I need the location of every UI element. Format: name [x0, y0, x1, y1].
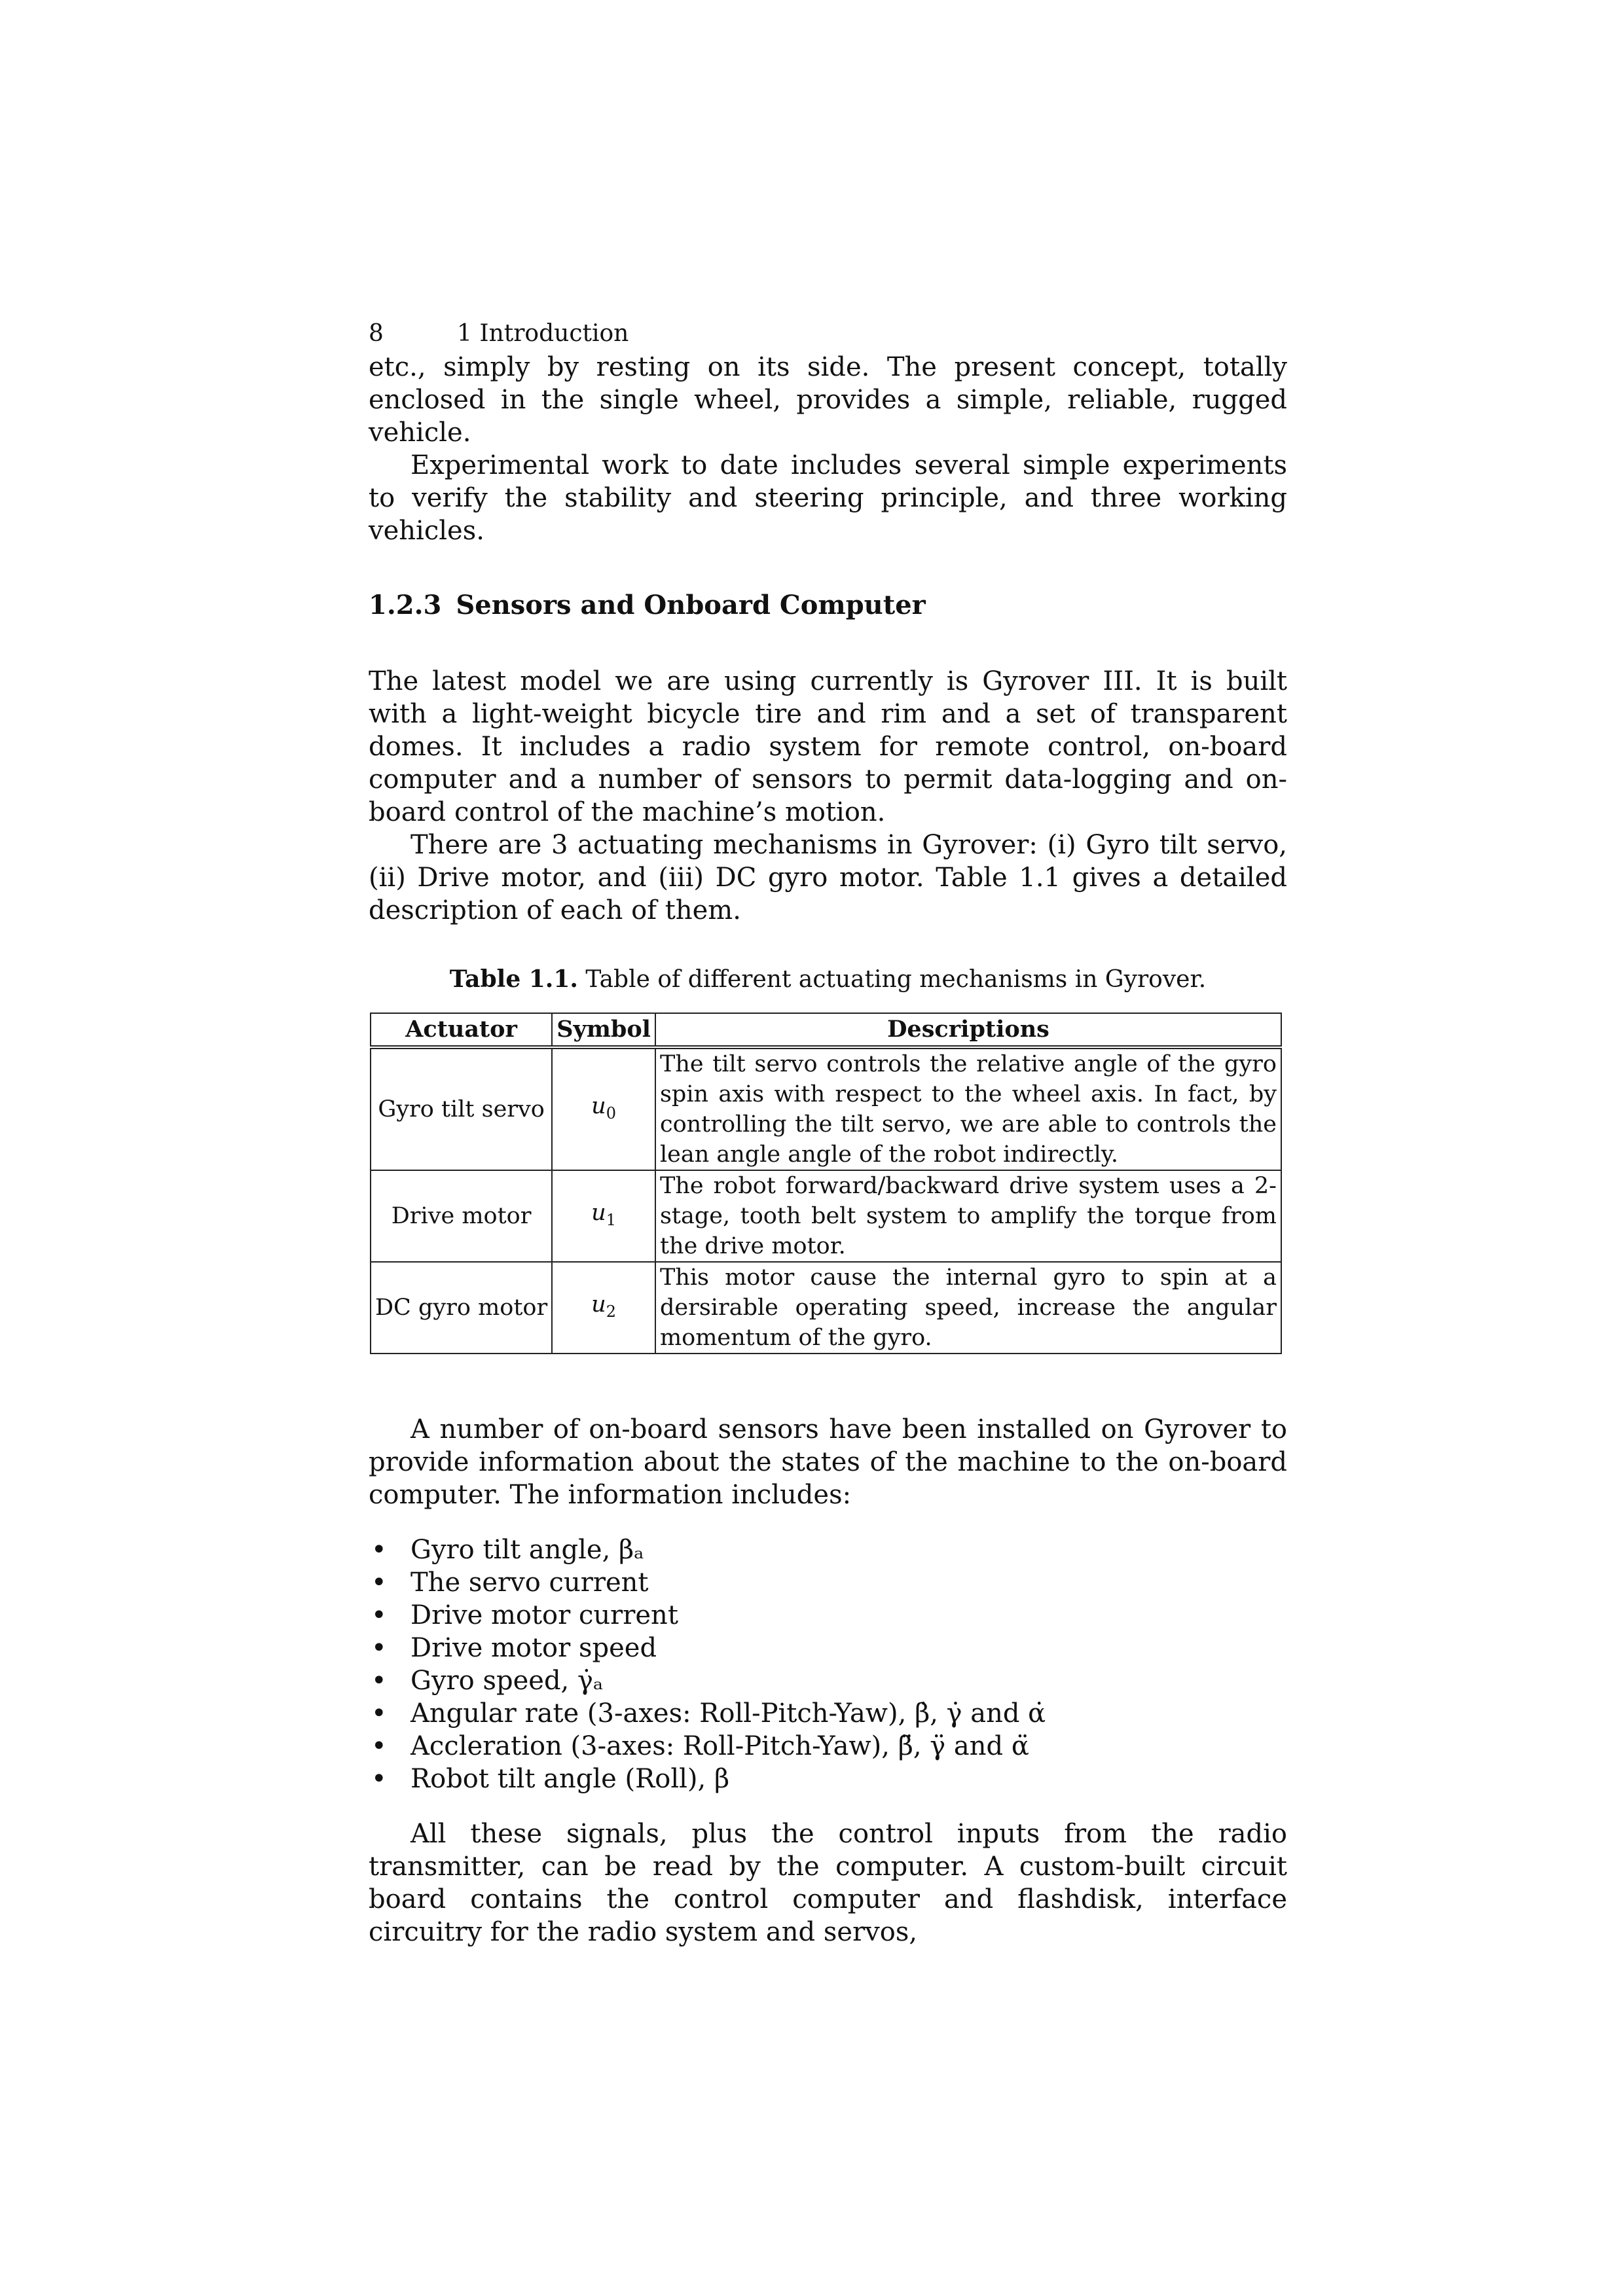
- section-title: Sensors and Onboard Computer: [456, 590, 926, 620]
- chapter-title: 1 Introduction: [457, 320, 629, 347]
- bullet-icon: •: [371, 1698, 387, 1729]
- list-item: [369, 1534, 1287, 1566]
- bullet-icon: •: [371, 1535, 387, 1565]
- bullet-icon: •: [371, 1568, 387, 1598]
- paragraph-2: Experimental work to date includes several simple experiments to verify the stability and steering principle, and three working vehicles.: [369, 450, 1287, 546]
- list-item: [369, 1763, 1287, 1795]
- table-row: [371, 1262, 1281, 1354]
- table-header-row: [371, 1013, 1281, 1047]
- section-heading: [369, 589, 1287, 622]
- symbol-subscript: 0: [606, 1103, 616, 1122]
- running-header: [369, 319, 1287, 351]
- list-item-text: Robot tilt angle (Roll), β: [410, 1764, 730, 1794]
- list-item: [369, 1632, 1287, 1664]
- table-caption-label: Table 1.1.: [449, 965, 578, 993]
- paragraph-4: There are 3 actuating mechanisms in Gyrover: (i) Gyro tilt servo, (ii) Drive motor, and (iii) DC gyro motor. Table 1.1 gives a detailed description of each of them.: [369, 830, 1287, 925]
- bullet-icon: •: [371, 1666, 387, 1696]
- symbol-letter: u: [591, 1092, 606, 1119]
- cell-description: The robot forward/backward drive system uses a 2-stage, tooth belt system to amplify the torque from the drive motor.: [655, 1170, 1281, 1262]
- cell-description: This motor cause the internal gyro to spin at a dersirable operating speed, increase the angular momentum of the gyro.: [655, 1262, 1281, 1354]
- cell-symbol: [552, 1262, 655, 1354]
- sensor-list: [369, 1534, 1287, 1795]
- bullet-icon: •: [371, 1764, 387, 1794]
- cell-description: The tilt servo controls the relative angle of the gyro spin axis with respect to the wheel axis. In fact, by controlling the tilt servo, we are able to controls the lean angle angle of the robot indirectly.: [655, 1047, 1281, 1170]
- cell-symbol: [552, 1170, 655, 1262]
- section-number: 1.2.3: [369, 590, 442, 620]
- list-item-text: Gyro speed, γ̇ₐ: [410, 1666, 604, 1696]
- list-item: [369, 1566, 1287, 1599]
- page-number: 8: [369, 320, 384, 347]
- table-row: [371, 1047, 1281, 1170]
- list-item-text: Drive motor current: [410, 1600, 678, 1630]
- cell-actuator: Drive motor: [371, 1170, 552, 1262]
- cell-actuator: DC gyro motor: [371, 1262, 552, 1354]
- cell-actuator: Gyro tilt servo: [371, 1047, 552, 1170]
- header-symbol: Symbol: [552, 1013, 655, 1047]
- list-item: [369, 1730, 1287, 1763]
- list-item: [369, 1599, 1287, 1632]
- header-descriptions: Descriptions: [655, 1013, 1281, 1047]
- bullet-icon: •: [371, 1600, 387, 1630]
- cell-symbol: [552, 1047, 655, 1170]
- symbol-subscript: 1: [606, 1210, 616, 1229]
- list-item-text: Angular rate (3-axes: Roll-Pitch-Yaw), β̇, γ̇ and α̇: [410, 1698, 1046, 1729]
- table-caption-text: Table of different actuating mechanisms in Gyrover.: [585, 966, 1207, 993]
- list-item-text: Accleration (3-axes: Roll-Pitch-Yaw), β̈, γ̈ and α̈: [410, 1731, 1029, 1761]
- header-actuator: Actuator: [371, 1013, 552, 1047]
- symbol-letter: u: [591, 1291, 606, 1318]
- paragraph-3: The latest model we are using currently is Gyrover III. It is built with a light-weight bicycle tire and rim and a set of transparent domes. It includes a radio system for remote control, on-board computer and a number of sensors to permit data-logging and on-board control of the machine’s motion.: [369, 666, 1287, 827]
- paragraph-6: All these signals, plus the control inputs from the radio transmitter, can be read by the computer. A custom-built circuit board contains the control computer and flashdisk, interface circuitry for the radio system and servos,: [369, 1819, 1287, 1947]
- list-item-text: Drive motor speed: [410, 1633, 657, 1663]
- bullet-icon: •: [371, 1731, 387, 1761]
- table-caption: [369, 965, 1287, 994]
- symbol-subscript: 2: [606, 1302, 616, 1321]
- paragraph-5: A number of on-board sensors have been installed on Gyrover to provide information about the states of the machine to the on-board computer. The information includes:: [369, 1414, 1287, 1510]
- list-item: [369, 1664, 1287, 1697]
- list-item-text: The servo current: [410, 1568, 649, 1598]
- symbol-letter: u: [591, 1199, 606, 1226]
- page-body: [369, 319, 1287, 1948]
- actuator-table: [370, 1013, 1282, 1354]
- bullet-icon: •: [371, 1633, 387, 1663]
- paragraph-1: etc., simply by resting on its side. The present concept, totally enclosed in the single wheel, provides a simple, reliable, rugged vehicle.: [369, 352, 1287, 448]
- list-item: [369, 1697, 1287, 1730]
- list-item-text: Gyro tilt angle, βₐ: [410, 1535, 644, 1565]
- table-row: [371, 1170, 1281, 1262]
